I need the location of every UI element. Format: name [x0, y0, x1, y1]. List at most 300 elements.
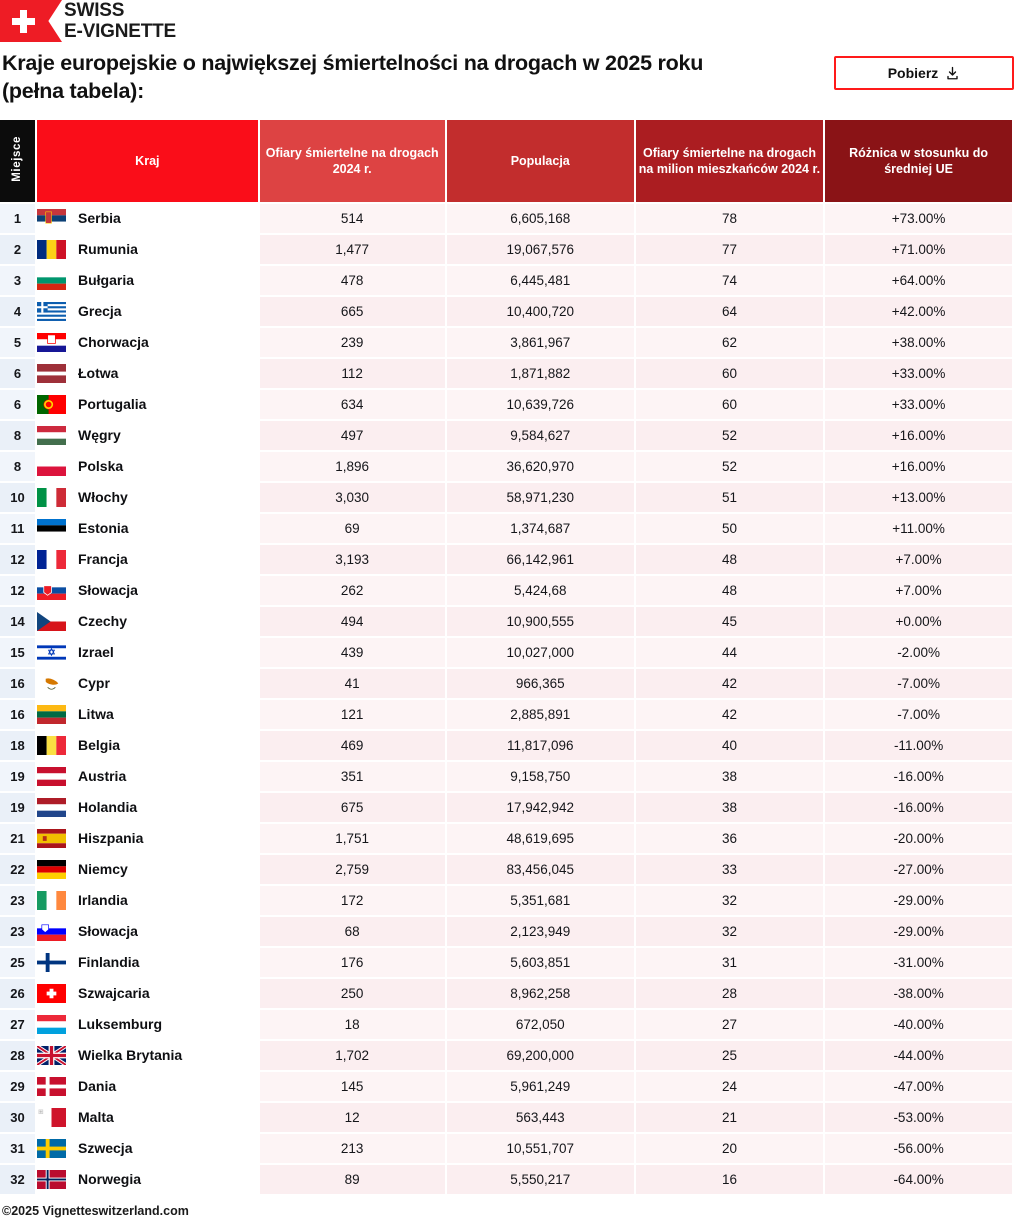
cell-deaths-per-million: 42 [636, 669, 823, 698]
cell-deaths: 665 [260, 297, 445, 326]
page-title: Kraje europejskie o największej śmiertelności na drogach w 2025 roku (pełna tabela): [2, 51, 704, 103]
cell-population: 1,871,882 [447, 359, 634, 388]
cell-population: 36,620,970 [447, 452, 634, 481]
flag-icon-ro [37, 240, 66, 259]
cell-population: 3,861,967 [447, 328, 634, 357]
table-row [0, 1010, 1012, 1039]
cell-deaths: 41 [260, 669, 445, 698]
cell-population: 563,443 [447, 1103, 634, 1132]
flag-icon-pl [37, 457, 66, 476]
cell-eu-difference: +64.00% [825, 266, 1012, 295]
cell-deaths-per-million: 44 [636, 638, 823, 667]
table-row [0, 483, 1012, 512]
cell-rank: 3 [0, 266, 35, 295]
cell-deaths-per-million: 60 [636, 359, 823, 388]
cell-population: 58,971,230 [447, 483, 634, 512]
column-header-eu-difference: Różnica w stosunku do średniej UE [825, 120, 1012, 202]
cell-country [37, 824, 258, 853]
country-name: Cypr [78, 675, 110, 692]
cell-eu-difference: +33.00% [825, 390, 1012, 419]
country-name: Irlandia [78, 892, 128, 909]
cell-eu-difference: +71.00% [825, 235, 1012, 264]
flag-icon-es [37, 829, 66, 848]
flag-icon-hr [37, 333, 66, 352]
cell-rank: 27 [0, 1010, 35, 1039]
country-name: Litwa [78, 706, 114, 723]
cell-rank: 29 [0, 1072, 35, 1101]
cell-deaths-per-million: 25 [636, 1041, 823, 1070]
cell-eu-difference: +42.00% [825, 297, 1012, 326]
cell-rank: 16 [0, 669, 35, 698]
cell-population: 5,603,851 [447, 948, 634, 977]
cell-deaths: 121 [260, 700, 445, 729]
cell-population: 10,400,720 [447, 297, 634, 326]
country-name: Dania [78, 1078, 117, 1095]
cell-rank: 19 [0, 793, 35, 822]
cell-deaths-per-million: 33 [636, 855, 823, 884]
cell-eu-difference: +16.00% [825, 421, 1012, 450]
cell-country [37, 638, 258, 667]
table-row [0, 266, 1012, 295]
cell-country [37, 545, 258, 574]
cell-eu-difference: -7.00% [825, 700, 1012, 729]
cell-eu-difference: -11.00% [825, 731, 1012, 760]
table-row [0, 421, 1012, 450]
cell-deaths-per-million: 45 [636, 607, 823, 636]
flag-icon-nl [37, 798, 66, 817]
cell-rank: 28 [0, 1041, 35, 1070]
table-row [0, 1134, 1012, 1163]
cell-rank: 21 [0, 824, 35, 853]
country-name: Chorwacja [78, 334, 149, 351]
column-header-country: Kraj [37, 120, 258, 202]
flag-icon-sk [37, 581, 66, 600]
column-header-population: Populacja [447, 120, 634, 202]
cell-deaths: 145 [260, 1072, 445, 1101]
table-row [0, 886, 1012, 915]
cell-deaths-per-million: 28 [636, 979, 823, 1008]
flag-icon-gr [37, 302, 66, 321]
cell-eu-difference: +13.00% [825, 483, 1012, 512]
country-name: Finlandia [78, 954, 140, 971]
cell-country [37, 669, 258, 698]
country-name: Włochy [78, 489, 128, 506]
cell-eu-difference: +33.00% [825, 359, 1012, 388]
cell-country [37, 359, 258, 388]
cell-country [37, 390, 258, 419]
cell-population: 8,962,258 [447, 979, 634, 1008]
flag-icon-cy [37, 674, 66, 693]
cell-deaths-per-million: 16 [636, 1165, 823, 1194]
cell-eu-difference: -7.00% [825, 669, 1012, 698]
table-row [0, 607, 1012, 636]
cell-rank: 15 [0, 638, 35, 667]
cell-deaths-per-million: 31 [636, 948, 823, 977]
cell-population: 10,900,555 [447, 607, 634, 636]
cell-eu-difference: -29.00% [825, 917, 1012, 946]
cell-rank: 6 [0, 390, 35, 419]
cell-population: 6,605,168 [447, 204, 634, 233]
flag-icon-mt [37, 1108, 66, 1127]
cell-rank: 31 [0, 1134, 35, 1163]
table-row [0, 235, 1012, 264]
cell-population: 5,550,217 [447, 1165, 634, 1194]
cell-deaths-per-million: 60 [636, 390, 823, 419]
cell-country [37, 266, 258, 295]
cell-deaths-per-million: 51 [636, 483, 823, 512]
cell-deaths: 1,751 [260, 824, 445, 853]
country-name: Czechy [78, 613, 128, 630]
cell-country [37, 235, 258, 264]
download-button-label: Pobierz [887, 65, 939, 81]
cell-deaths: 250 [260, 979, 445, 1008]
cell-deaths-per-million: 62 [636, 328, 823, 357]
brand-line-2: E-VIGNETTE [64, 21, 177, 42]
cell-rank: 10 [0, 483, 35, 512]
cell-deaths: 69 [260, 514, 445, 543]
flag-icon-ee [37, 519, 66, 538]
cross-horizontal-bar [12, 18, 35, 25]
table-row [0, 948, 1012, 977]
country-name: Serbia [78, 210, 121, 227]
cell-deaths: 2,759 [260, 855, 445, 884]
country-name: Estonia [78, 520, 129, 537]
download-icon [945, 66, 960, 81]
cell-population: 10,639,726 [447, 390, 634, 419]
table-body [0, 204, 1012, 1194]
cell-population: 1,374,687 [447, 514, 634, 543]
country-name: Rumunia [78, 241, 138, 258]
cell-deaths-per-million: 77 [636, 235, 823, 264]
cell-deaths: 3,030 [260, 483, 445, 512]
flag-icon-at [37, 767, 66, 786]
cell-country [37, 452, 258, 481]
table-row [0, 1103, 1012, 1132]
cell-deaths: 68 [260, 917, 445, 946]
table-row [0, 1041, 1012, 1070]
cell-population: 69,200,000 [447, 1041, 634, 1070]
cell-deaths-per-million: 27 [636, 1010, 823, 1039]
cell-eu-difference: -53.00% [825, 1103, 1012, 1132]
table-row [0, 359, 1012, 388]
cell-deaths: 239 [260, 328, 445, 357]
table-row [0, 297, 1012, 326]
cell-deaths: 494 [260, 607, 445, 636]
column-header-deaths-per-million: Ofiary śmiertelne na drogach na milion mieszkańców 2024 r. [636, 120, 823, 202]
country-name: Luksemburg [78, 1016, 163, 1033]
cell-deaths-per-million: 32 [636, 917, 823, 946]
flag-icon-de [37, 860, 66, 879]
flag-icon-lt [37, 705, 66, 724]
cell-eu-difference: +7.00% [825, 545, 1012, 574]
flag-icon-fr [37, 550, 66, 569]
country-name: Malta [78, 1109, 114, 1126]
cell-country [37, 793, 258, 822]
flag-icon-hu [37, 426, 66, 445]
flag-icon-rs [37, 209, 66, 228]
flag-icon-gb [37, 1046, 66, 1065]
cell-deaths: 497 [260, 421, 445, 450]
country-name: Łotwa [78, 365, 119, 382]
cell-deaths-per-million: 48 [636, 576, 823, 605]
table-row [0, 824, 1012, 853]
cell-deaths: 213 [260, 1134, 445, 1163]
table-header-row [0, 120, 1012, 202]
cell-deaths-per-million: 50 [636, 514, 823, 543]
cell-population: 5,424,68 [447, 576, 634, 605]
cell-eu-difference: +0.00% [825, 607, 1012, 636]
cell-rank: 1 [0, 204, 35, 233]
cell-country [37, 1165, 258, 1194]
country-name: Węgry [78, 427, 121, 444]
cell-rank: 8 [0, 452, 35, 481]
cell-deaths-per-million: 52 [636, 452, 823, 481]
cell-deaths: 262 [260, 576, 445, 605]
cell-rank: 5 [0, 328, 35, 357]
country-name: Polska [78, 458, 124, 475]
table-row [0, 576, 1012, 605]
flag-icon-ch [37, 984, 66, 1003]
country-name: Izrael [78, 644, 114, 661]
country-name: Austria [78, 768, 127, 785]
cell-deaths: 469 [260, 731, 445, 760]
road-fatality-table [0, 118, 1014, 1196]
table-row [0, 514, 1012, 543]
cell-country [37, 731, 258, 760]
column-header-deaths: Ofiary śmiertelne na drogach 2024 r. [260, 120, 445, 202]
country-name: Wielka Brytania [78, 1047, 183, 1064]
cell-deaths-per-million: 78 [636, 204, 823, 233]
cell-deaths-per-million: 24 [636, 1072, 823, 1101]
cell-eu-difference: -40.00% [825, 1010, 1012, 1039]
cell-eu-difference: -27.00% [825, 855, 1012, 884]
cell-eu-difference: -20.00% [825, 824, 1012, 853]
cell-eu-difference: -31.00% [825, 948, 1012, 977]
table-row [0, 855, 1012, 884]
flag-icon-lu [37, 1015, 66, 1034]
cell-country [37, 514, 258, 543]
cell-rank: 12 [0, 576, 35, 605]
cell-country [37, 421, 258, 450]
cell-population: 2,885,891 [447, 700, 634, 729]
flag-icon-cz [37, 612, 66, 631]
flag-icon-it [37, 488, 66, 507]
cell-eu-difference: +16.00% [825, 452, 1012, 481]
flag-icon-si [37, 922, 66, 941]
cell-rank: 19 [0, 762, 35, 791]
cell-population: 9,584,627 [447, 421, 634, 450]
cell-deaths: 1,477 [260, 235, 445, 264]
cell-country [37, 700, 258, 729]
table-row [0, 762, 1012, 791]
cell-rank: 12 [0, 545, 35, 574]
cell-deaths-per-million: 38 [636, 762, 823, 791]
country-name: Bułgaria [78, 272, 135, 289]
flag-icon-fi [37, 953, 66, 972]
cell-deaths-per-million: 74 [636, 266, 823, 295]
cell-eu-difference: +38.00% [825, 328, 1012, 357]
country-name: Francja [78, 551, 128, 568]
cell-population: 9,158,750 [447, 762, 634, 791]
cell-rank: 22 [0, 855, 35, 884]
cell-deaths: 439 [260, 638, 445, 667]
table-row [0, 328, 1012, 357]
table-row [0, 700, 1012, 729]
cell-eu-difference: -64.00% [825, 1165, 1012, 1194]
cell-country [37, 855, 258, 884]
cell-deaths-per-million: 21 [636, 1103, 823, 1132]
cell-deaths-per-million: 36 [636, 824, 823, 853]
flag-icon-be [37, 736, 66, 755]
cell-population: 66,142,961 [447, 545, 634, 574]
cell-deaths: 89 [260, 1165, 445, 1194]
country-name: Grecja [78, 303, 122, 320]
swiss-cross-flag-icon [0, 0, 62, 42]
flag-icon-lv [37, 364, 66, 383]
country-name: Belgia [78, 737, 121, 754]
cell-country [37, 1134, 258, 1163]
download-button[interactable] [834, 56, 1014, 90]
country-name: Norwegia [78, 1171, 142, 1188]
cell-deaths: 478 [260, 266, 445, 295]
cell-eu-difference: -16.00% [825, 793, 1012, 822]
cell-country [37, 297, 258, 326]
cell-population: 11,817,096 [447, 731, 634, 760]
flag-icon-il [37, 643, 66, 662]
flag-icon-pt [37, 395, 66, 414]
cell-deaths: 351 [260, 762, 445, 791]
cell-deaths: 18 [260, 1010, 445, 1039]
cell-rank: 8 [0, 421, 35, 450]
cell-population: 17,942,942 [447, 793, 634, 822]
cell-deaths: 634 [260, 390, 445, 419]
cell-eu-difference: -38.00% [825, 979, 1012, 1008]
cell-deaths-per-million: 38 [636, 793, 823, 822]
cell-eu-difference: -56.00% [825, 1134, 1012, 1163]
cell-deaths: 514 [260, 204, 445, 233]
cell-rank: 26 [0, 979, 35, 1008]
footer-copyright: ©2025 Vignetteswitzerland.com [2, 1203, 189, 1218]
country-name: Niemcy [78, 861, 128, 878]
cell-country [37, 762, 258, 791]
table-row [0, 793, 1012, 822]
cell-population: 10,027,000 [447, 638, 634, 667]
cell-deaths: 1,702 [260, 1041, 445, 1070]
cell-population: 5,961,249 [447, 1072, 634, 1101]
cell-deaths-per-million: 20 [636, 1134, 823, 1163]
cell-eu-difference: +11.00% [825, 514, 1012, 543]
cell-rank: 25 [0, 948, 35, 977]
cell-rank: 18 [0, 731, 35, 760]
cell-rank: 6 [0, 359, 35, 388]
cell-country [37, 328, 258, 357]
cell-eu-difference: -16.00% [825, 762, 1012, 791]
table-row [0, 545, 1012, 574]
cell-population: 966,365 [447, 669, 634, 698]
table-row [0, 390, 1012, 419]
cell-eu-difference: -29.00% [825, 886, 1012, 915]
table-row [0, 731, 1012, 760]
cell-deaths-per-million: 32 [636, 886, 823, 915]
cell-eu-difference: -2.00% [825, 638, 1012, 667]
cell-deaths-per-million: 42 [636, 700, 823, 729]
country-name: Słowacja [78, 582, 138, 599]
cell-population: 6,445,481 [447, 266, 634, 295]
column-header-rank-label: Miejsce [11, 135, 24, 182]
country-name: Portugalia [78, 396, 147, 413]
brand-line-1: SWISS [64, 0, 125, 21]
table-row [0, 669, 1012, 698]
cell-rank: 4 [0, 297, 35, 326]
cell-country [37, 917, 258, 946]
cell-country [37, 204, 258, 233]
cell-country [37, 576, 258, 605]
cell-population: 83,456,045 [447, 855, 634, 884]
title-row [0, 44, 1016, 118]
cell-rank: 32 [0, 1165, 35, 1194]
brand-wordmark [64, 1, 176, 41]
cell-country [37, 483, 258, 512]
flag-icon-ie [37, 891, 66, 910]
cell-population: 48,619,695 [447, 824, 634, 853]
cell-deaths-per-million: 52 [636, 421, 823, 450]
table-row [0, 452, 1012, 481]
cell-deaths: 1,896 [260, 452, 445, 481]
country-name: Hiszpania [78, 830, 144, 847]
cell-deaths: 675 [260, 793, 445, 822]
cell-eu-difference: -47.00% [825, 1072, 1012, 1101]
cell-population: 10,551,707 [447, 1134, 634, 1163]
cell-deaths-per-million: 40 [636, 731, 823, 760]
column-header-rank [0, 120, 35, 202]
table-row [0, 638, 1012, 667]
cell-deaths: 112 [260, 359, 445, 388]
cell-country [37, 1010, 258, 1039]
cell-country [37, 886, 258, 915]
cell-rank: 14 [0, 607, 35, 636]
cell-rank: 2 [0, 235, 35, 264]
cell-population: 19,067,576 [447, 235, 634, 264]
flag-icon-no [37, 1170, 66, 1189]
cell-deaths-per-million: 64 [636, 297, 823, 326]
country-name: Słowacja [78, 923, 138, 940]
cell-rank: 30 [0, 1103, 35, 1132]
table-head [0, 120, 1012, 202]
flag-icon-bg [37, 271, 66, 290]
flag-icon-dk [37, 1077, 66, 1096]
cell-population: 672,050 [447, 1010, 634, 1039]
table-row [0, 917, 1012, 946]
cell-deaths: 3,193 [260, 545, 445, 574]
table-row [0, 1165, 1012, 1194]
cell-country [37, 1072, 258, 1101]
table-row [0, 204, 1012, 233]
cell-rank: 11 [0, 514, 35, 543]
cell-eu-difference: +73.00% [825, 204, 1012, 233]
cell-rank: 16 [0, 700, 35, 729]
cell-deaths: 172 [260, 886, 445, 915]
cell-eu-difference: +7.00% [825, 576, 1012, 605]
cell-rank: 23 [0, 917, 35, 946]
cell-rank: 23 [0, 886, 35, 915]
table-row [0, 1072, 1012, 1101]
cell-country [37, 607, 258, 636]
cell-country [37, 979, 258, 1008]
cell-deaths: 176 [260, 948, 445, 977]
country-name: Szwecja [78, 1140, 133, 1157]
cell-deaths-per-million: 48 [636, 545, 823, 574]
cell-country [37, 948, 258, 977]
